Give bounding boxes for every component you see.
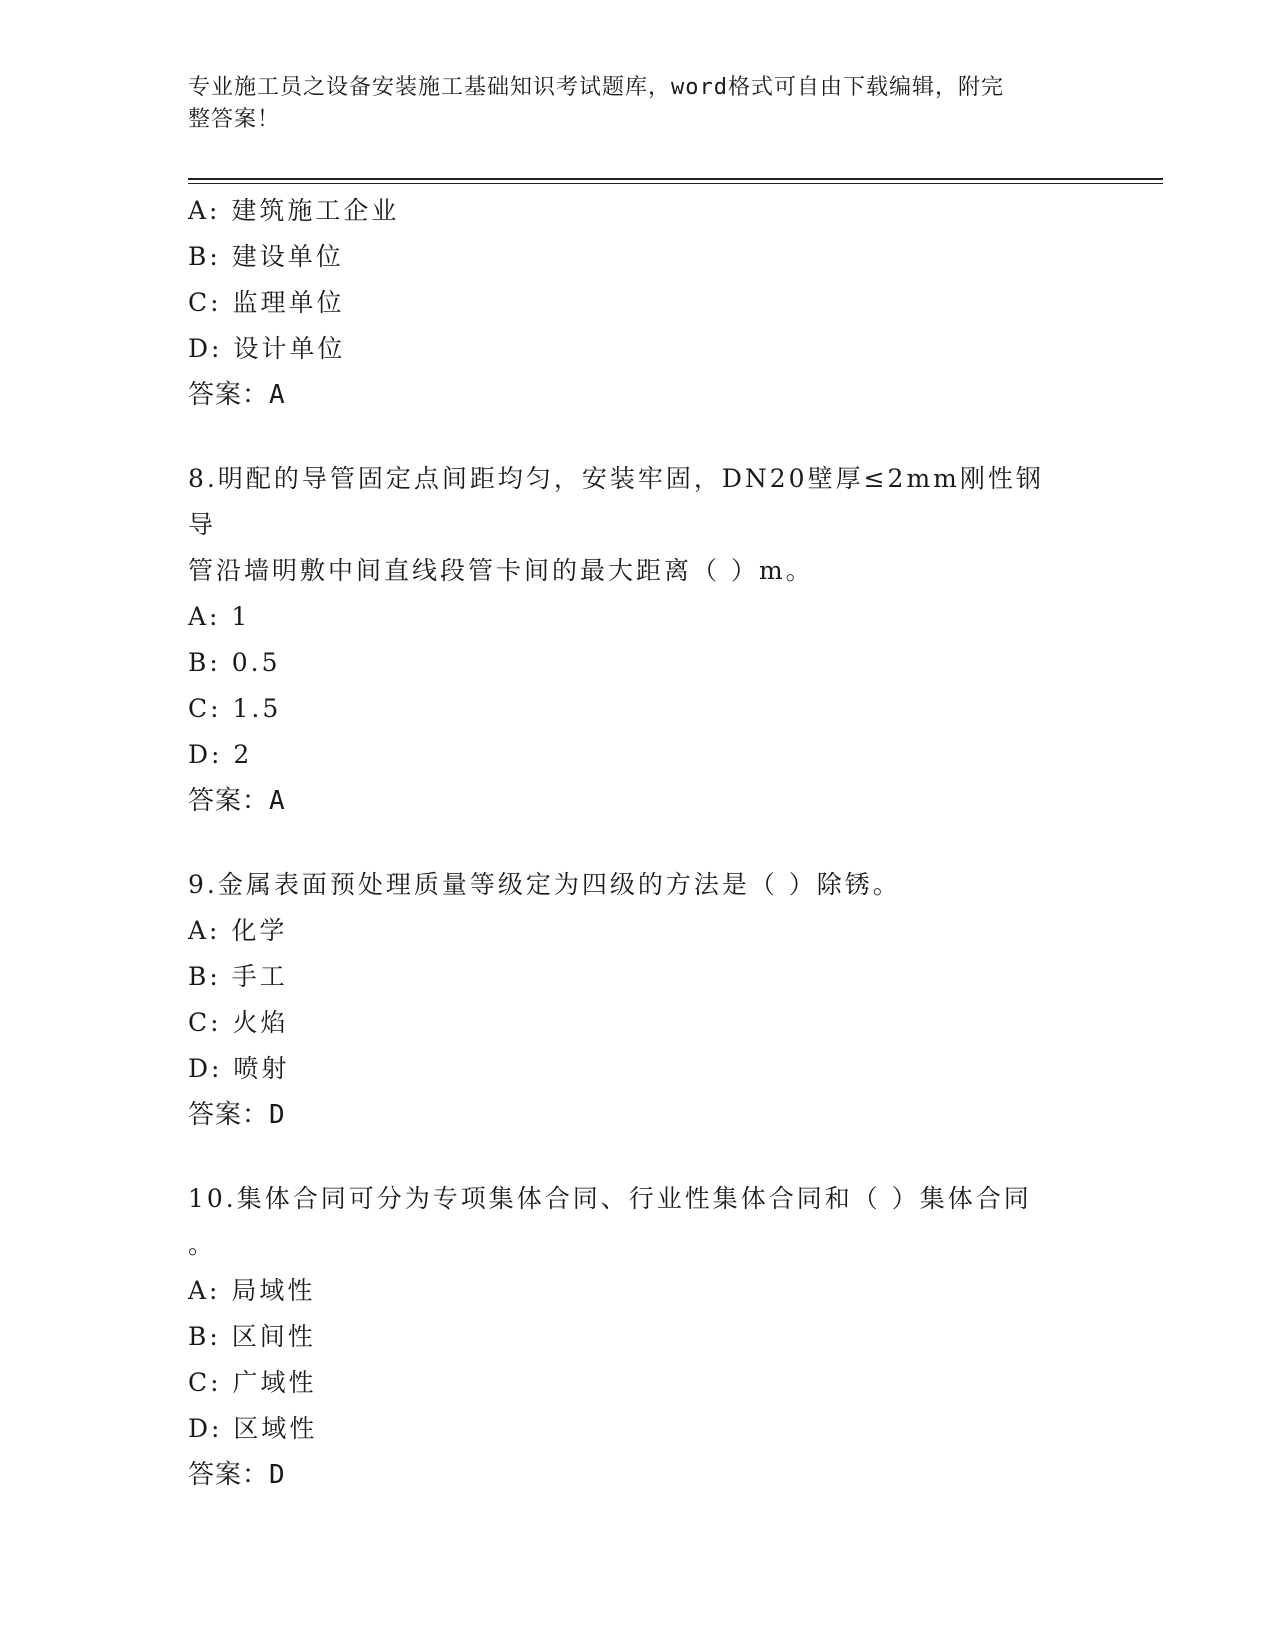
question-block-7 bbox=[188, 188, 1068, 418]
option-d: D: 区域性 bbox=[188, 1414, 318, 1443]
option-a: A: 1 bbox=[188, 602, 251, 631]
question-text-line-2: 管沿墙明敷中间直线段管卡间的最大距离（ ）m。 bbox=[188, 556, 814, 585]
option-a: A: 建筑施工企业 bbox=[188, 196, 400, 225]
option-c: C: 广域性 bbox=[188, 1368, 317, 1397]
option-c: C: 1.5 bbox=[188, 694, 282, 723]
document-body bbox=[188, 188, 1068, 1498]
question-text-line-1: 10.集体合同可分为专项集体合同、行业性集体合同和（ ）集体合同 bbox=[188, 1184, 1032, 1213]
question-text-line-1: 9.金属表面预处理质量等级定为四级的方法是（ ）除锈。 bbox=[188, 870, 901, 899]
document-header bbox=[188, 72, 1068, 136]
header-line-1: 专业施工员之设备安装施工基础知识考试题库，word格式可自由下载编辑，附完 bbox=[188, 75, 1004, 100]
header-line-2: 整答案！ bbox=[188, 107, 281, 132]
option-a: A: 局域性 bbox=[188, 1276, 316, 1305]
option-d: D: 设计单位 bbox=[188, 334, 346, 363]
question-text bbox=[188, 862, 1068, 908]
answer: 答案：A bbox=[188, 786, 286, 816]
question-text-line-2: 。 bbox=[188, 1230, 217, 1259]
answer: 答案：A bbox=[188, 380, 286, 410]
answer: 答案：D bbox=[188, 1100, 286, 1130]
answer: 答案：D bbox=[188, 1460, 286, 1490]
option-d: D: 喷射 bbox=[188, 1054, 290, 1083]
option-d: D: 2 bbox=[188, 740, 253, 769]
option-a: A: 化学 bbox=[188, 916, 288, 945]
header-rule-thin bbox=[188, 183, 1163, 184]
question-text-line-1: 8.明配的导管固定点间距均匀，安装牢固，DN20壁厚≤2mm刚性钢导 bbox=[188, 464, 1044, 539]
question-block-10 bbox=[188, 1176, 1068, 1498]
option-b: B: 区间性 bbox=[188, 1322, 316, 1351]
header-rule-thick bbox=[188, 178, 1163, 180]
question-block-8 bbox=[188, 456, 1068, 824]
option-b: B: 0.5 bbox=[188, 648, 281, 677]
question-block-9 bbox=[188, 862, 1068, 1138]
option-c: C: 监理单位 bbox=[188, 288, 345, 317]
question-text bbox=[188, 456, 1068, 594]
option-b: B: 手工 bbox=[188, 962, 288, 991]
option-c: C: 火焰 bbox=[188, 1008, 289, 1037]
option-b: B: 建设单位 bbox=[188, 242, 344, 271]
question-text bbox=[188, 1176, 1068, 1268]
